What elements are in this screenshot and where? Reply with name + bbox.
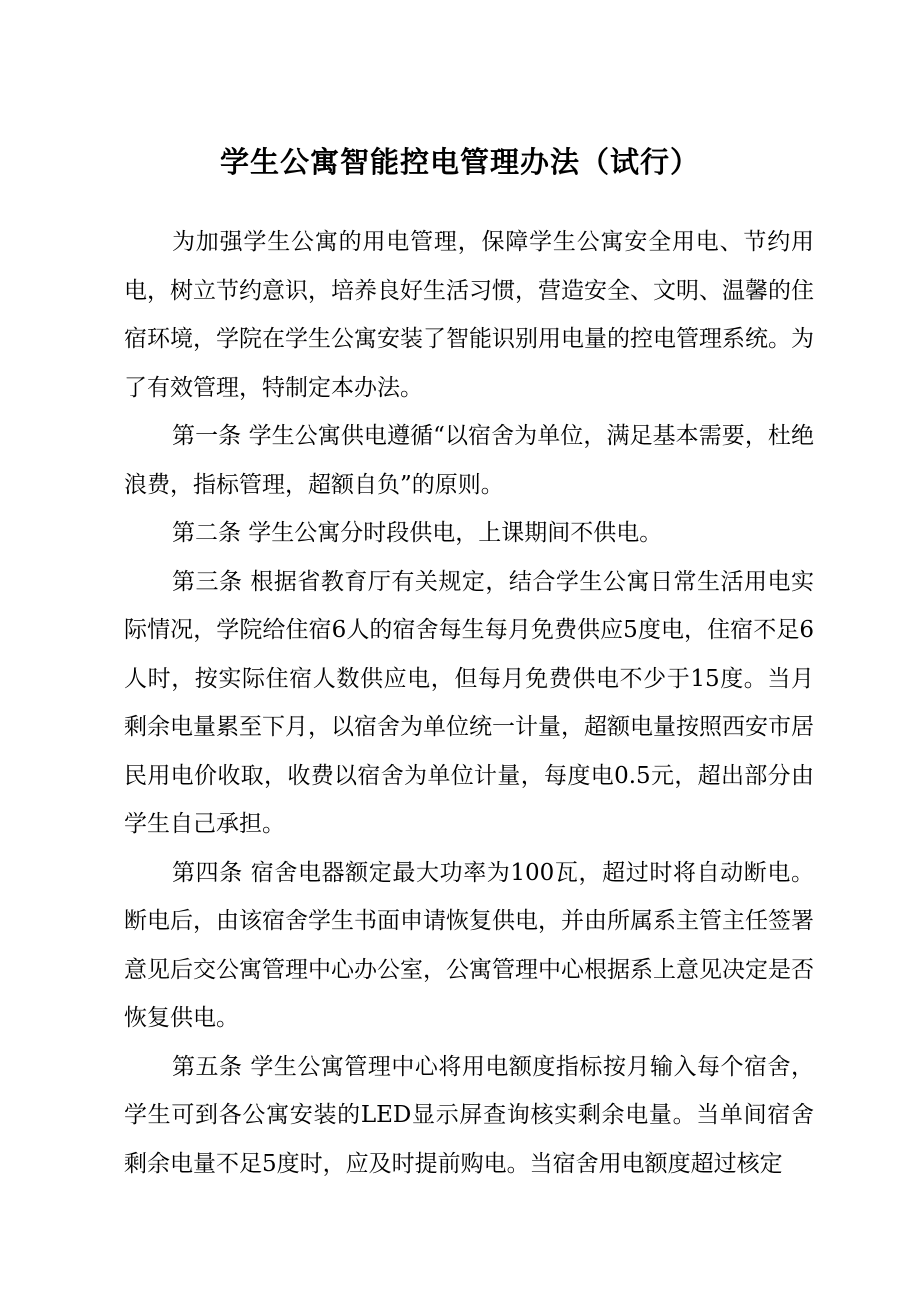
paragraph-article-1: 第一条 学生公寓供电遵循“以宿舍为单位，满足基本需要，杜绝浪费，指标管理，超额自负”的原则。 xyxy=(124,423,814,498)
paragraph-article-2: 第二条 学生公寓分时段供电，上课期间不供电。 xyxy=(172,520,663,546)
paragraph-article-4: 第四条 宿舍电器额定最大功率为100瓦，超过时将自动断电。断电后，由该宿舍学生书面申请恢复供电，并由所属系主管主任签署意见后交公寓管理中心办公室，公寓管理中心根据系上意见决定是否恢复供电。 xyxy=(124,859,814,1031)
document-body xyxy=(124,218,814,1188)
paragraph-article-3: 第三条 根据省教育厅有关规定，结合学生公寓日常生活用电实际情况，学院给住宿6人的宿舍每生每月免费供应5度电，住宿不足6人时，按实际住宿人数供应电，但每月免费供电不少于15度。当月剩余电量累至下月，以宿舍为单位统一计量，超额电量按照西安市居民用电价收取，收费以宿舍为单位计量，每度电0.5元，超出部分由学生自己承担。 xyxy=(124,568,814,837)
paragraph-article-5: 第五条 学生公寓管理中心将用电额度指标按月输入每个宿舍，学生可到各公寓安装的LED显示屏查询核实剩余电量。当单间宿舍剩余电量不足5度时，应及时提前购电。当宿舍用电额度超过核定 xyxy=(124,1053,814,1177)
paragraph-intro: 为加强学生公寓的用电管理，保障学生公寓安全用电、节约用电，树立节约意识，培养良好生活习惯，营造安全、文明、温馨的住宿环境，学院在学生公寓安装了智能识别用电量的控电管理系统。为了有效管理，特制定本办法。 xyxy=(124,229,814,401)
document-title: 学生公寓智能控电管理办法（试行） xyxy=(219,145,700,179)
